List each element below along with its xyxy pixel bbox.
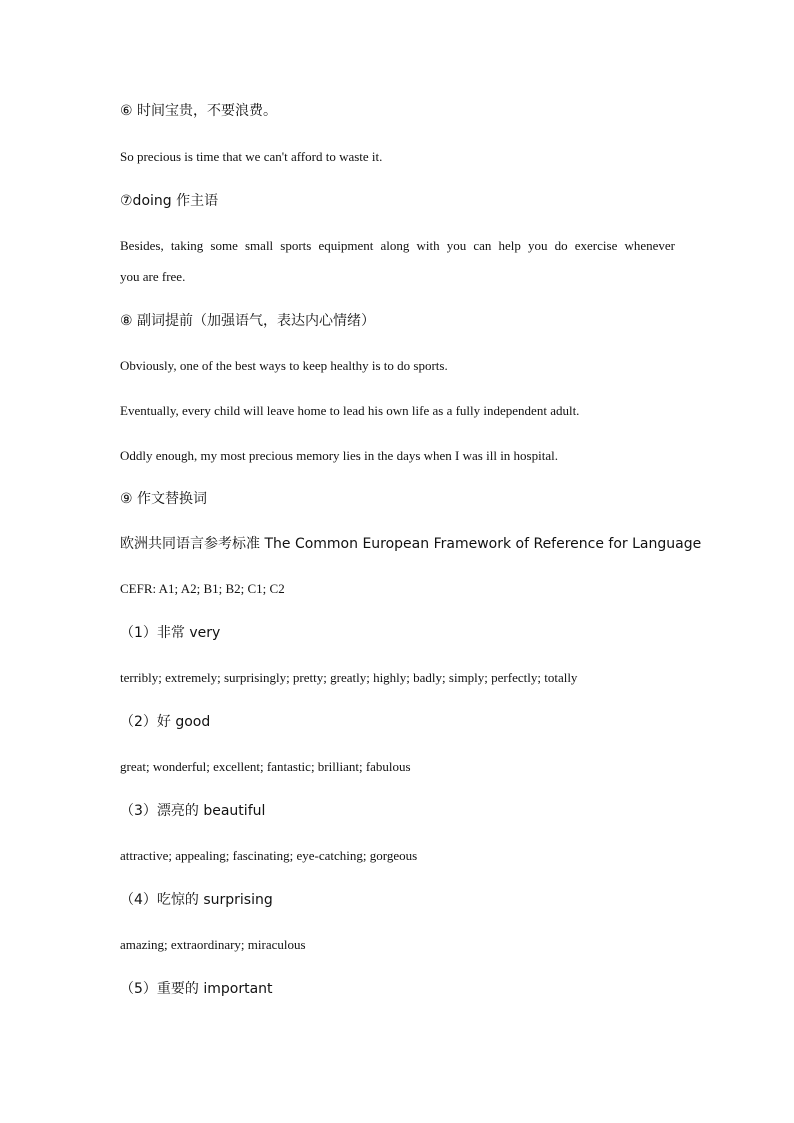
subheading-important: （5）重要的 important	[120, 981, 273, 997]
subheading-very: （1）非常 very	[120, 625, 221, 641]
subheading-beautiful: （3）漂亮的 beautiful	[120, 803, 266, 819]
heading-8-adverb-fronting: ⑧ 副词提前（加强语气，表达内心情绪）	[120, 313, 375, 329]
cefr-levels: CEFR: A1; A2; B1; B2; C1; C2	[120, 581, 285, 596]
example-sentence: So precious is time that we can't afford to waste it.	[120, 149, 383, 164]
synonym-list-very: terribly; extremely; surprisingly; pretty; greatly; highly; badly; simply; perfectly; totally	[120, 670, 578, 685]
example-sentence: Eventually, every child will leave home to lead his own life as a fully independent adult.	[120, 403, 580, 418]
synonym-list-good: great; wonderful; excellent; fantastic; brilliant; fabulous	[120, 759, 411, 774]
synonym-list-beautiful: attractive; appealing; fascinating; eye-catching; gorgeous	[120, 848, 418, 863]
subheading-surprising: （4）吃惊的 surprising	[120, 892, 273, 908]
example-sentence: Besides, taking some small sports equipment along with you can help you do exercise whenever	[120, 238, 675, 253]
example-sentence-continuation: you are free.	[120, 269, 186, 284]
example-sentence: Oddly enough, my most precious memory lies in the days when I was ill in hospital.	[120, 448, 558, 463]
heading-9-replacement-words: ⑨ 作文替换词	[120, 491, 208, 507]
subheading-good: （2）好 good	[120, 714, 211, 730]
heading-7-doing-subject: ⑦doing 作主语	[120, 193, 219, 209]
cefr-framework-line: 欧洲共同语言参考标准 The Common European Framework of Reference for Language	[120, 536, 702, 552]
heading-6-time-precious: ⑥ 时间宝贵，不要浪费。	[120, 103, 278, 119]
example-sentence: Obviously, one of the best ways to keep healthy is to do sports.	[120, 358, 448, 373]
synonym-list-surprising: amazing; extraordinary; miraculous	[120, 937, 306, 952]
